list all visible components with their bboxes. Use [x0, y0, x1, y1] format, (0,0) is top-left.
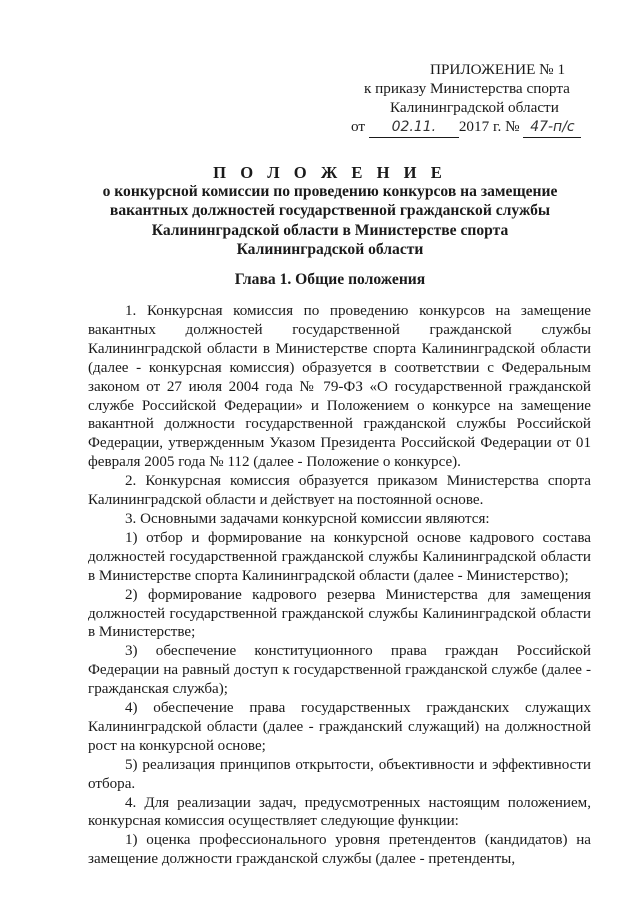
- date-prefix: от: [351, 118, 366, 135]
- paragraph: 4) обеспечение права государственных гражданских служащих Калининградской области (далее - гражданский служащий) на должностной рост на конкурсной основе;: [88, 700, 591, 754]
- paragraph: 1) отбор и формирование на конкурсной основе кадрового состава должностей государственной гражданской службы Калининградской области в Министерстве спорта Калининградской области (далее - Министерство);: [88, 529, 591, 584]
- appendix-title: ПРИЛОЖЕНИЕ № 1: [430, 61, 566, 78]
- paragraph: 3. Основными задачами конкурсной комиссии являются:: [125, 510, 490, 527]
- handwritten-date: 02.11.: [369, 118, 459, 138]
- title-line-4: Калининградской области: [236, 240, 424, 258]
- year-text: 2017 г. №: [458, 118, 520, 135]
- handwritten-number: 47-п/с: [523, 118, 581, 138]
- document-body: [88, 302, 591, 869]
- appendix-date-line: [346, 117, 596, 138]
- paragraph: 4. Для реализации задач, предусмотренных настоящим положением, конкурсная комиссия осуществляет следующие функции:: [88, 794, 591, 830]
- title-line-1: о конкурсной комиссии по проведению конкурсов на замещение: [102, 183, 558, 201]
- paragraph: 2) формирование кадрового резерва Министерства для замещения должностей государственной гражданской службы Калининградской области в Министерстве;: [88, 586, 591, 641]
- title-heading: П О Л О Ж Е Н И Е: [213, 163, 447, 182]
- appendix-block: [346, 60, 596, 138]
- paragraph: 1) оценка профессионального уровня претендентов (кандидатов) на замещение должности гражданской службы (далее - претенденты,: [88, 832, 591, 868]
- paragraph: 3) обеспечение конституционного права граждан Российской Федерации на равный доступ к государственной гражданской службе (далее - гражданская служба);: [88, 643, 591, 698]
- paragraph: 2. Конкурсная комиссия образуется приказом Министерства спорта Калининградской области и действует на постоянной основе.: [88, 473, 591, 509]
- document-title: [80, 163, 580, 259]
- appendix-order-ref: к приказу Министерства спорта: [364, 80, 570, 97]
- appendix-region: Калининградской области: [390, 99, 559, 116]
- title-line-3: Калининградской области в Министерстве спорта: [151, 221, 509, 239]
- chapter-heading: Глава 1. Общие положения: [234, 271, 426, 288]
- title-line-2: вакантных должностей государственной гражданской службы: [109, 202, 551, 220]
- paragraph: 5) реализация принципов открытости, объективности и эффективности отбора.: [88, 756, 591, 792]
- paragraph: 1. Конкурсная комиссия по проведению конкурсов на замещение вакантных должностей государственной гражданской службы Калининградской области в Министерстве спорта Калининградской области (далее - конкурсная комиссия) образуется в соответствии с Федеральным законом от 27 июля 2004 года № 79-ФЗ «О государственной гражданской службе Российской Федерации» и Положением о конкурсе на замещение вакантной должности государственной гражданской службы Российской Федерации, утвержденным Указом Президента Российской Федерации от 01 февраля 2005 года № 112 (далее - Положение о конкурсе).: [88, 303, 591, 471]
